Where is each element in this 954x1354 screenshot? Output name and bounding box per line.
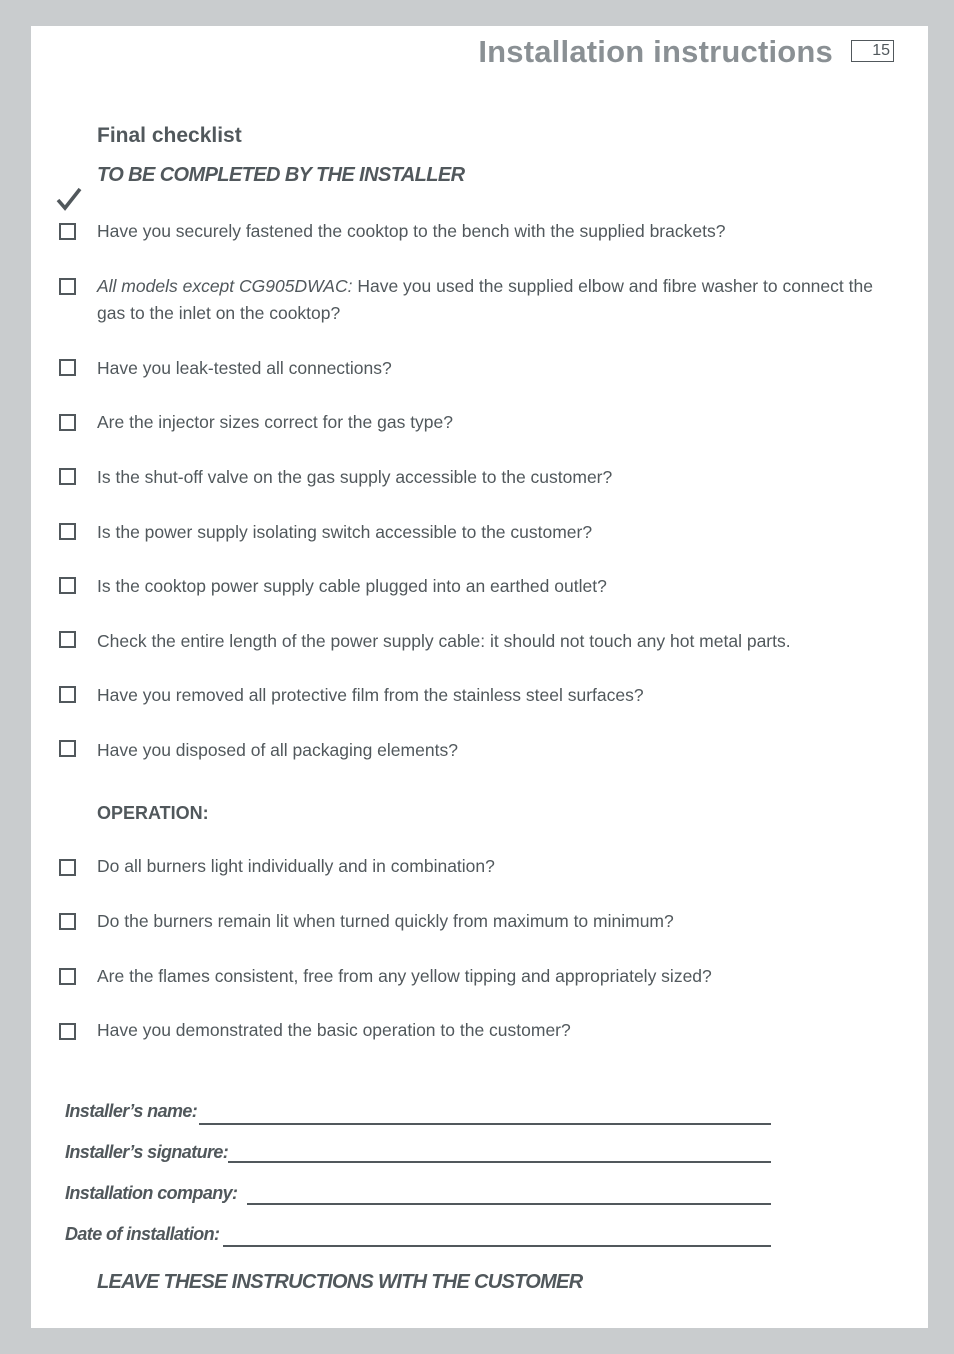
checkbox[interactable] — [59, 859, 76, 876]
page-header-title: Installation instructions — [478, 34, 833, 69]
checklist-item-text: Have you leak-tested all connections? — [97, 358, 392, 378]
installer-name-line[interactable] — [199, 1123, 771, 1125]
installer-name-label: Installer’s name: — [65, 1101, 198, 1121]
installer-signature-line[interactable] — [228, 1161, 771, 1163]
checkbox[interactable] — [59, 686, 76, 703]
checklist-item-text: Is the power supply isolating switch accessible to the customer? — [97, 522, 593, 542]
operation-item-text: Have you demonstrated the basic operation to the customer? — [97, 1020, 571, 1040]
installer-signature-label: Installer’s signature: — [65, 1142, 229, 1162]
checklist-item-text: Check the entire length of the power supply cable: it should not touch any hot metal parts. — [97, 631, 791, 651]
document-page — [31, 26, 928, 1328]
checklist-item-text — [97, 273, 887, 327]
checklist-item-text: Have you removed all protective film from the stainless steel surfaces? — [97, 685, 644, 705]
checkbox[interactable] — [59, 278, 76, 295]
checkbox[interactable] — [59, 740, 76, 757]
checkbox[interactable] — [59, 577, 76, 594]
check-mark-icon — [56, 186, 82, 212]
checkbox[interactable] — [59, 223, 76, 240]
checkbox[interactable] — [59, 968, 76, 985]
installation-company-line[interactable] — [247, 1203, 771, 1205]
checkbox[interactable] — [59, 414, 76, 431]
date-of-installation-line[interactable] — [223, 1245, 771, 1247]
checkbox[interactable] — [59, 468, 76, 485]
checkbox[interactable] — [59, 359, 76, 376]
checklist-item-text: Are the injector sizes correct for the gas type? — [97, 412, 453, 432]
checklist-subtitle: TO BE COMPLETED BY THE INSTALLER — [97, 164, 465, 186]
model-exception-note: All models except CG905DWAC: — [97, 276, 353, 296]
checklist-item-text: Have you securely fastened the cooktop to the bench with the supplied brackets? — [97, 221, 726, 241]
checklist-item-text: Have you disposed of all packaging elements? — [97, 740, 458, 760]
date-of-installation-label: Date of installation: — [65, 1224, 220, 1244]
installation-company-label: Installation company: — [65, 1183, 238, 1203]
checkbox[interactable] — [59, 1023, 76, 1040]
checklist-item-text: Is the shut-off valve on the gas supply accessible to the customer? — [97, 467, 613, 487]
operation-item-text: Are the flames consistent, free from any yellow tipping and appropriately sized? — [97, 966, 712, 986]
checkbox[interactable] — [59, 913, 76, 930]
checklist-item-text: Is the cooktop power supply cable plugged into an earthed outlet? — [97, 576, 607, 596]
footer-note: LEAVE THESE INSTRUCTIONS WITH THE CUSTOMER — [97, 1271, 583, 1293]
page-number: 15 — [851, 40, 894, 62]
checklist-title: Final checklist — [97, 124, 242, 147]
checkbox[interactable] — [59, 523, 76, 540]
operation-item-text: Do the burners remain lit when turned quickly from maximum to minimum? — [97, 911, 674, 931]
operation-item-text: Do all burners light individually and in combination? — [97, 856, 495, 876]
operation-title: OPERATION: — [97, 803, 209, 823]
checkbox[interactable] — [59, 631, 76, 648]
checklist-item-body: Have you used the supplied elbow and fibre washer to connect the gas to the inlet on the cooktop? — [97, 276, 873, 323]
